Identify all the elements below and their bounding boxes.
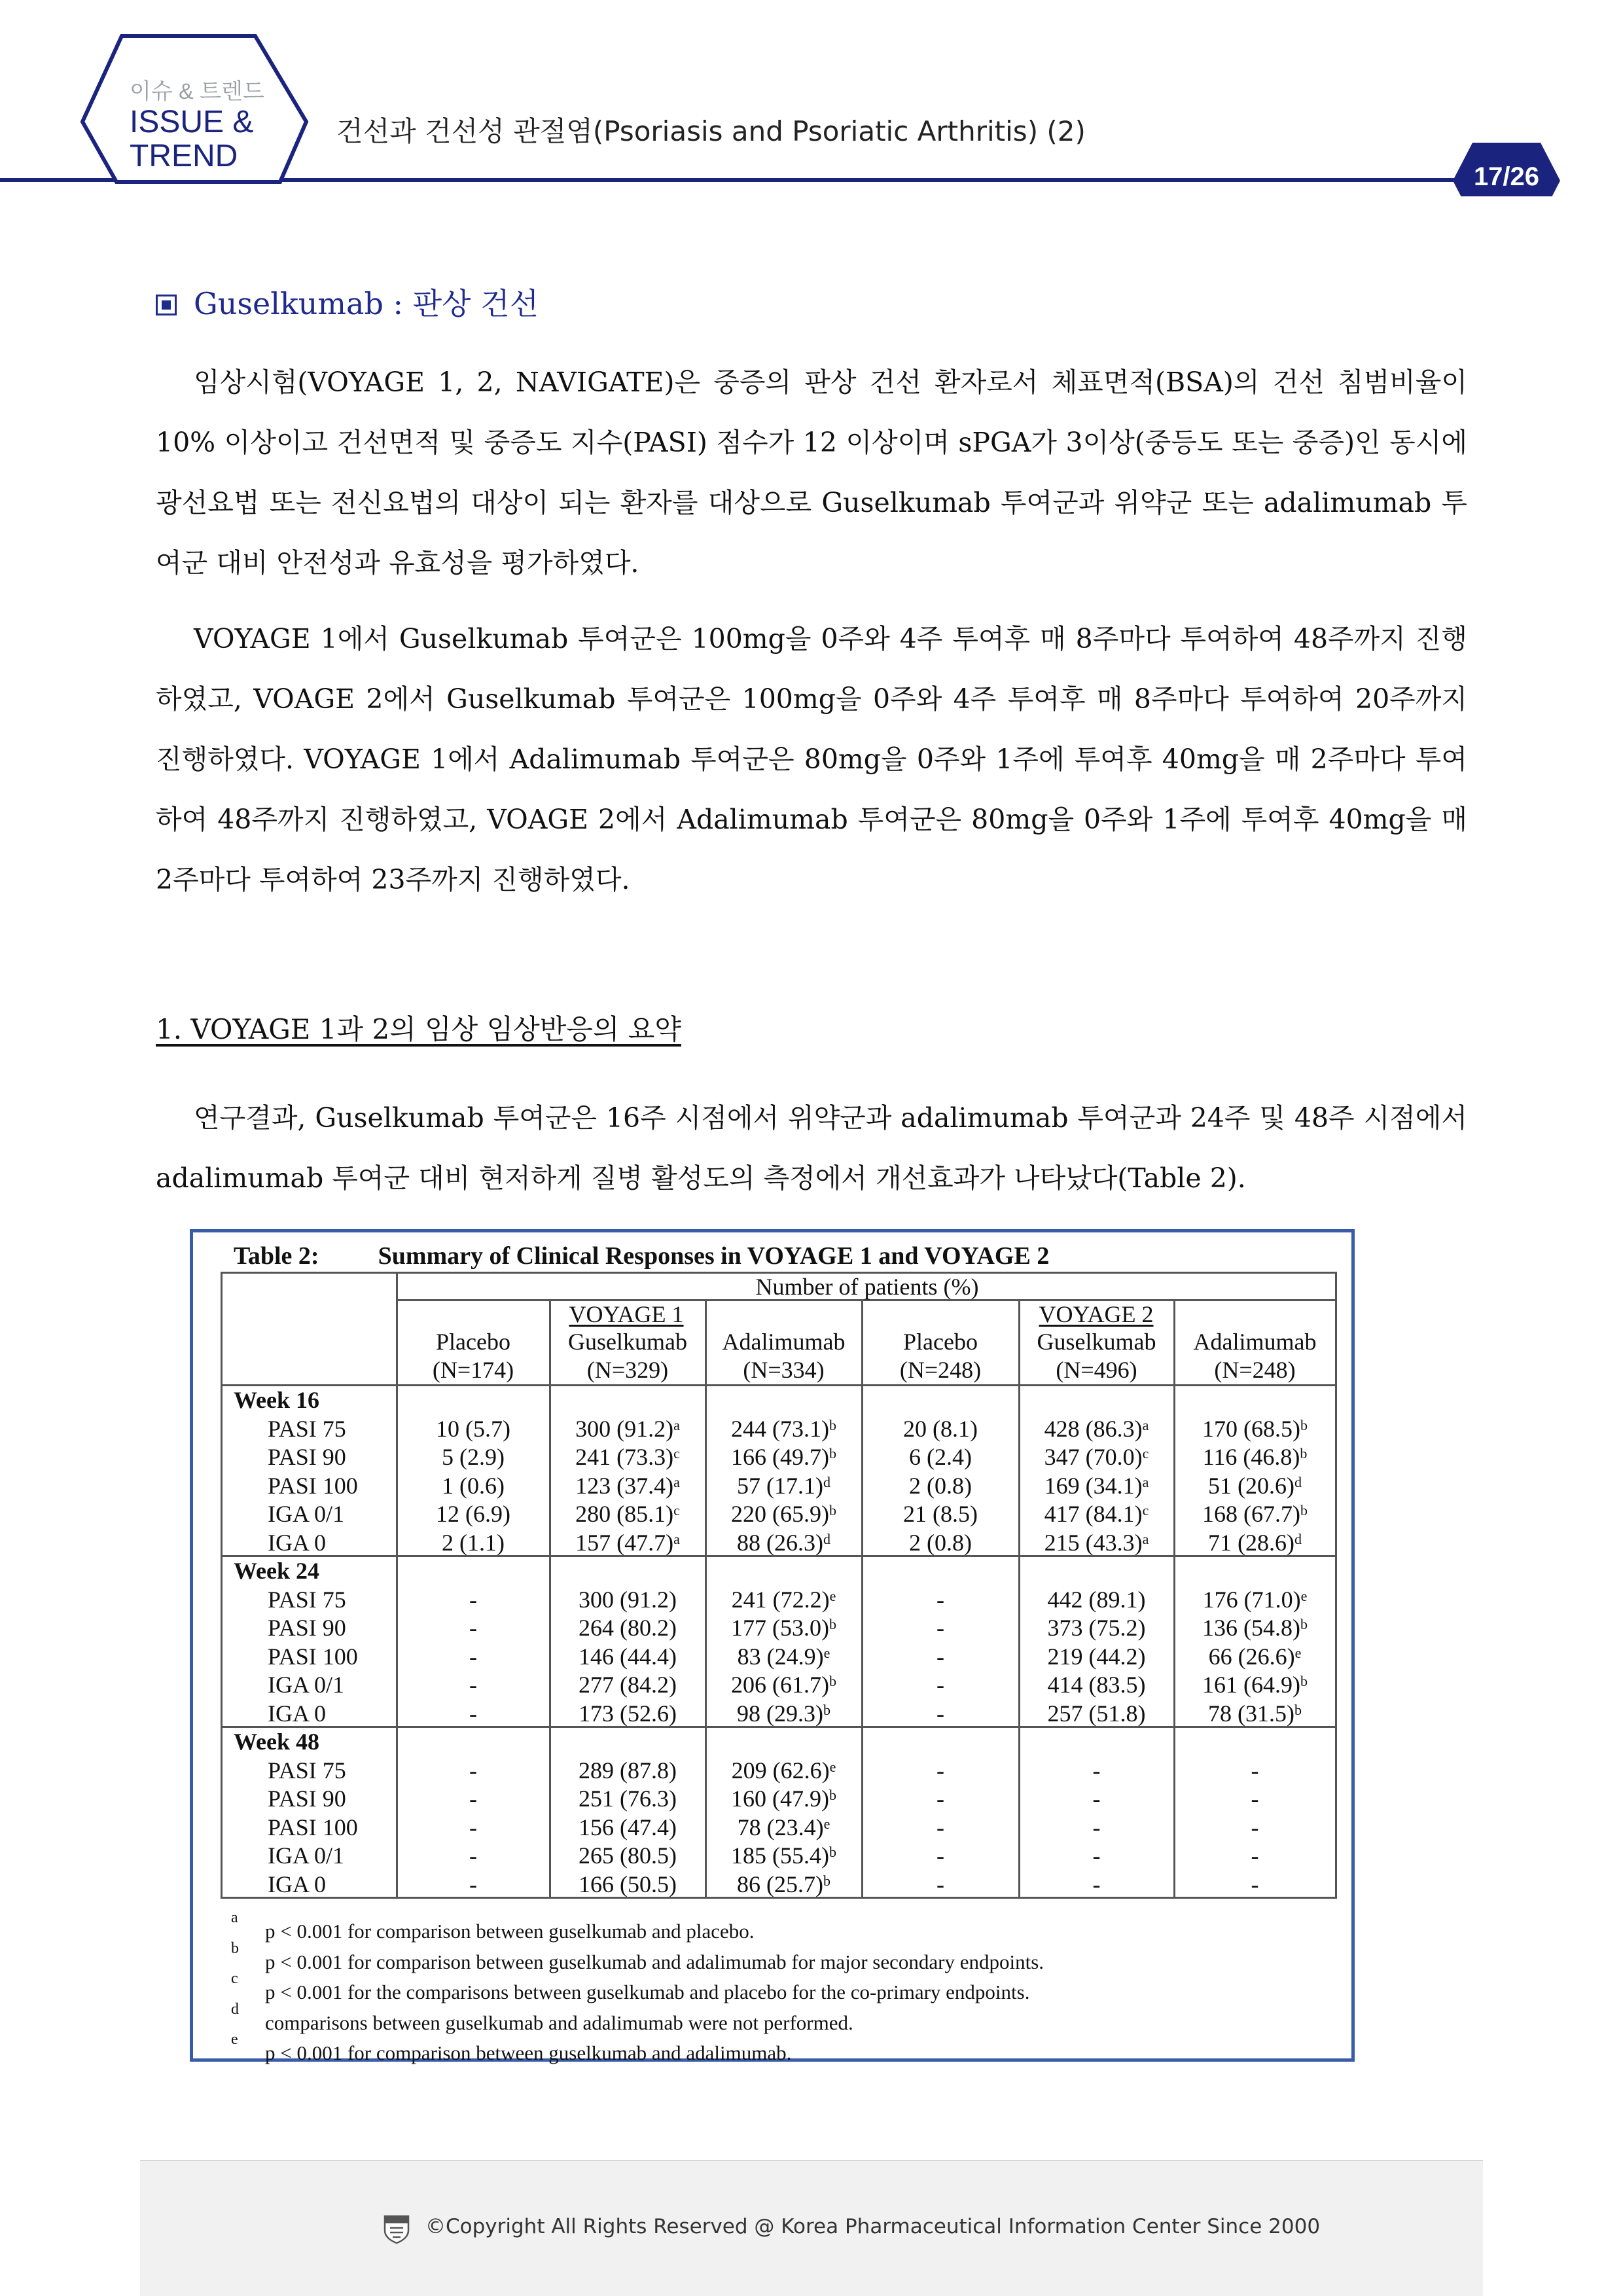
- paragraph-dosing: VOYAGE 1에서 Guselkumab 투여군은 100mg을 0주와 4주 투여후 매 8주마다 투여하여 48주까지 진행하였고, VOAGE 2에서 Guselkumab 투여군은 100mg을 0주와 4주 투여후 매 8주마다 투여하여 20주까지 진행하였다. VOYAGE 1에서 Adalimumab 투여군은 80mg을 0주와 1주에 투여후 40mg을 매 2주마다 투여하여 48주까지 진행하였고, VOAGE 2에서 Adalimumab 투여군은 80mg을 0주와 1주에 투여후 40mg을 매 2주마다 투여하여 23주까지 진행하였다.: [156, 623, 1467, 895]
- subsection-heading: 1. VOYAGE 1과 2의 임상 임상반응의 요약: [156, 1013, 681, 1045]
- row-metric-label: PASI 100: [268, 1814, 358, 1840]
- footnote-letter: e: [231, 2031, 238, 2048]
- column-header-name: Adalimumab: [722, 1329, 846, 1355]
- table-cell-value: -: [936, 1643, 944, 1670]
- table-cell-value: 170 $(68.5)^b$: [1202, 1415, 1308, 1442]
- table-cell-value: 373 (75.2): [1047, 1615, 1146, 1641]
- table-cell-value: 161 $(64.9)^b$: [1202, 1672, 1308, 1698]
- table-cell-value: 2 (0.8): [909, 1472, 972, 1499]
- table-cell-value: -: [1251, 1814, 1259, 1840]
- table-cell-value: 157 $(47.7)^a$: [575, 1529, 680, 1556]
- table-cell-value: 176 $(71.0)^e$: [1202, 1586, 1308, 1613]
- table-cell-value: 21 (8.5): [903, 1501, 978, 1527]
- table-cell-value: 20 (8.1): [903, 1415, 978, 1442]
- table-cell-value: -: [1092, 1842, 1101, 1869]
- table-cell-value: -: [1251, 1785, 1259, 1812]
- table-cell-value: -: [469, 1842, 477, 1869]
- table-cell-value: 257 (51.8): [1047, 1700, 1146, 1727]
- copyright-text: ©Copyright All Rights Reserved @ Korea Pharmaceutical Information Center Since 2000: [425, 2215, 1321, 2238]
- table-cell-value: 265 (80.5): [579, 1842, 677, 1869]
- table-cell-value: -: [469, 1700, 477, 1727]
- table-cell-value: -: [469, 1785, 477, 1812]
- table-cell-value: 244 $(73.1)^b$: [731, 1415, 836, 1442]
- table-cell-value: -: [469, 1643, 477, 1670]
- table-cell-value: 88 $(26.3)^d$: [737, 1529, 830, 1556]
- table-cell-value: 86 $(25.7)^b$: [737, 1871, 830, 1897]
- table-cell-value: 206 $(61.7)^b$: [731, 1672, 836, 1698]
- row-metric-label: PASI 75: [268, 1415, 346, 1442]
- table-cell-value: -: [1251, 1757, 1259, 1784]
- table-cell-value: 417 $(84.1)^c$: [1044, 1501, 1149, 1527]
- table-cell-value: -: [1251, 1871, 1259, 1897]
- footnote-text: p < 0.001 for comparison between guselkumab and adalimumab for major secondary endpoints.: [265, 1950, 1044, 1973]
- table-cell-value: 185 $(55.4)^b$: [731, 1842, 836, 1869]
- table-cell-value: 300 (91.2): [579, 1586, 677, 1613]
- table-cell-value: 264 (80.2): [579, 1615, 677, 1641]
- document-title: 건선과 건선성 관절염(Psoriasis and Psoriatic Arthritis) (2): [336, 115, 1086, 147]
- column-header-name: Guselkumab: [1037, 1329, 1156, 1355]
- section-heading-text: Guselkumab : 판상 건선: [194, 286, 539, 321]
- badge-title-line1: ISSUE &: [130, 105, 254, 139]
- page-footer: [140, 2160, 1483, 2296]
- table-cell-value: -: [936, 1871, 944, 1897]
- table-cell-value: 78 $(23.4)^e$: [737, 1814, 830, 1840]
- table-cell-value: 98 $(29.3)^b$: [737, 1700, 830, 1727]
- table-cell-value: 6 (2.4): [909, 1444, 972, 1470]
- footnote-text: p < 0.001 for the comparisons between guselkumab and placebo for the co-primary endpoints.: [265, 1981, 1030, 2003]
- table-cell-value: -: [936, 1842, 944, 1869]
- table-cell-value: 347 $(70.0)^c$: [1044, 1444, 1149, 1470]
- column-header-n: (N=329): [586, 1357, 669, 1383]
- page-header: [0, 0, 1623, 196]
- row-metric-label: PASI 90: [268, 1785, 346, 1812]
- table-cell-value: -: [469, 1672, 477, 1698]
- row-metric-label: PASI 75: [268, 1586, 346, 1613]
- paragraph-results: 연구결과, Guselkumab 투여군은 16주 시점에서 위약군과 adalimumab 투여군과 24주 및 48주 시점에서 adalimumab 투여군 대비 현저하게 질병 활성도의 측정에서 개선효과가 나타났다(Table 2).: [156, 1102, 1467, 1194]
- table-cell-value: 166 (50.5): [579, 1871, 677, 1897]
- table-cell-value: 123 $(37.4)^a$: [575, 1472, 680, 1499]
- table-cell-value: 277 (84.2): [579, 1672, 677, 1698]
- table-cell-value: -: [936, 1814, 944, 1840]
- table-cell-value: -: [936, 1757, 944, 1784]
- table-cell-value: 280 $(85.1)^c$: [575, 1501, 680, 1527]
- table-cell-value: 146 (44.4): [579, 1643, 677, 1670]
- table-cell-value: 78 $(31.5)^b$: [1208, 1700, 1302, 1727]
- column-header-name: Guselkumab: [568, 1329, 687, 1355]
- table-cell-value: 414 (83.5): [1047, 1672, 1146, 1698]
- table-cell-value: 428 $(86.3)^a$: [1044, 1415, 1149, 1442]
- table-cell-value: 166 $(49.7)^b$: [731, 1444, 836, 1470]
- table-cell-value: 209 $(62.6)^e$: [731, 1757, 836, 1784]
- table-cell-value: 12 (6.9): [436, 1501, 510, 1527]
- table-title: Summary of Clinical Responses in VOYAGE 1 and VOYAGE 2: [378, 1242, 1050, 1270]
- table-cell-value: -: [936, 1615, 944, 1641]
- table-cell-value: 173 (52.6): [579, 1700, 677, 1727]
- row-metric-label: IGA 0/1: [268, 1501, 344, 1527]
- column-header-n: (N=496): [1056, 1357, 1137, 1383]
- table-cell-value: 300 $(91.2)^a$: [575, 1415, 680, 1442]
- table-cell-value: -: [469, 1871, 477, 1897]
- table-cell-value: -: [936, 1586, 944, 1613]
- square-bullet-icon: [156, 295, 177, 315]
- week-group-label: Week 24: [234, 1558, 319, 1584]
- row-metric-label: PASI 75: [268, 1757, 346, 1784]
- table-cell-value: 66 $(26.6)^e$: [1208, 1643, 1302, 1670]
- table-cell-value: 160 $(47.9)^b$: [731, 1785, 836, 1812]
- footnote-text: p < 0.001 for comparison between guselkumab and placebo.: [265, 1920, 755, 1943]
- table-cell-value: 289 (87.8): [579, 1757, 677, 1784]
- row-metric-label: IGA 0/1: [268, 1672, 344, 1698]
- footnote-letter: b: [231, 1939, 239, 1957]
- row-metric-label: IGA 0: [268, 1700, 326, 1727]
- table-cell-value: 241 $(73.3)^c$: [575, 1444, 680, 1470]
- table-cell-value: -: [469, 1814, 477, 1840]
- table-cell-value: -: [1092, 1814, 1101, 1840]
- column-header-name: Placebo: [903, 1329, 978, 1355]
- results-table: [221, 1272, 1337, 1899]
- table-cell-value: -: [1092, 1871, 1101, 1897]
- table-cell-value: 2 (0.8): [909, 1529, 972, 1556]
- section-heading: [156, 280, 539, 323]
- table-caption: [234, 1242, 1049, 1270]
- table-cell-value: 57 $(17.1)^d$: [737, 1472, 830, 1499]
- table-cell-value: -: [1092, 1785, 1101, 1812]
- table-cell-value: -: [1092, 1757, 1101, 1784]
- table-cell-value: -: [469, 1757, 477, 1784]
- row-metric-label: PASI 100: [268, 1472, 358, 1499]
- row-metric-label: IGA 0/1: [268, 1842, 344, 1869]
- table-cell-value: 168 $(67.7)^b$: [1202, 1501, 1308, 1527]
- table-cell-value: 219 (44.2): [1047, 1643, 1146, 1670]
- table-cell-value: 442 (89.1): [1047, 1586, 1146, 1613]
- table-cell-value: 215 $(43.3)^a$: [1044, 1529, 1149, 1556]
- table-cell-value: 241 $(72.2)^e$: [731, 1586, 836, 1613]
- row-metric-label: PASI 90: [268, 1444, 346, 1470]
- table-figure: [190, 1229, 1355, 2062]
- column-header-n: (N=248): [1214, 1357, 1296, 1383]
- table-cell-value: 1 (0.6): [442, 1472, 505, 1499]
- column-header-n: (N=334): [743, 1357, 825, 1383]
- table-cell-value: -: [936, 1785, 944, 1812]
- table-cell-value: -: [936, 1700, 944, 1727]
- table-cell-value: 83 $(24.9)^e$: [737, 1643, 830, 1670]
- row-metric-label: PASI 100: [268, 1643, 358, 1670]
- column-header-n: (N=248): [899, 1357, 982, 1383]
- table-cell-value: 136 $(54.8)^b$: [1202, 1615, 1308, 1641]
- row-metric-label: PASI 90: [268, 1615, 346, 1641]
- footnote-letter: c: [231, 1970, 238, 1987]
- table-cell-value: 10 (5.7): [436, 1415, 510, 1442]
- badge-subtitle: 이슈 & 트렌드: [130, 79, 264, 104]
- week-group-label: Week 16: [234, 1387, 319, 1413]
- table-cell-value: -: [936, 1672, 944, 1698]
- table-cell-value: 220 $(65.9)^b$: [731, 1501, 836, 1527]
- table-cell-value: 177 $(53.0)^b$: [731, 1615, 836, 1641]
- table-label: Table 2:: [234, 1242, 319, 1270]
- week-group-label: Week 48: [234, 1729, 319, 1755]
- row-metric-label: IGA 0: [268, 1529, 326, 1556]
- page-number: 17/26: [1473, 162, 1540, 191]
- table-cell-value: 169 $(34.1)^a$: [1044, 1472, 1149, 1499]
- footnote-letter: d: [231, 2000, 239, 2018]
- units-header: Number of patients (%): [755, 1274, 979, 1300]
- study2-header: VOYAGE 2: [1039, 1301, 1154, 1327]
- table-cell-value: -: [1251, 1842, 1259, 1869]
- column-header-name: Adalimumab: [1193, 1329, 1317, 1355]
- table-cell-value: 51 $(20.6)^d$: [1208, 1472, 1302, 1499]
- table-cell-value: 251 (76.3): [579, 1785, 677, 1812]
- table-cell-value: 116 $(46.8)^b$: [1202, 1444, 1308, 1470]
- kpic-shield-logo-icon: [383, 2214, 410, 2244]
- badge-title-line2: TREND: [130, 139, 238, 173]
- footnote-letter: a: [231, 1909, 238, 1926]
- table-cell-value: 71 $(28.6)^d$: [1208, 1529, 1302, 1556]
- footnote-text: comparisons between guselkumab and adalimumab were not performed.: [265, 2011, 853, 2034]
- column-header-n: (N=174): [432, 1357, 514, 1383]
- table-cell-value: -: [469, 1586, 477, 1613]
- paragraph-study-design: 임상시험(VOYAGE 1, 2, NAVIGATE)은 중증의 판상 건선 환자로서 체표면적(BSA)의 건선 침범비율이 10% 이상이고 건선면적 및 중증도 지수(PASI) 점수가 12 이상이며 sPGA가 3이상(중등도 또는 중증)인 동시에 광선요법 또는 전신요법의 대상이 되는 환자를 대상으로 Guselkumab 투여군과 위약군 또는 adalimumab 투여군 대비 안전성과 유효성을 평가하였다.: [156, 367, 1467, 579]
- row-metric-label: IGA 0: [268, 1871, 326, 1897]
- table-cell-value: 2 (1.1): [442, 1529, 505, 1556]
- table-cell-value: 156 (47.4): [579, 1814, 677, 1840]
- study1-header: VOYAGE 1: [569, 1301, 684, 1327]
- footnote-text: p < 0.001 for comparison between guselkumab and adalimumab.: [265, 2041, 792, 2064]
- table-cell-value: -: [469, 1615, 477, 1641]
- table-cell-value: 5 (2.9): [442, 1444, 505, 1470]
- column-header-name: Placebo: [436, 1329, 510, 1355]
